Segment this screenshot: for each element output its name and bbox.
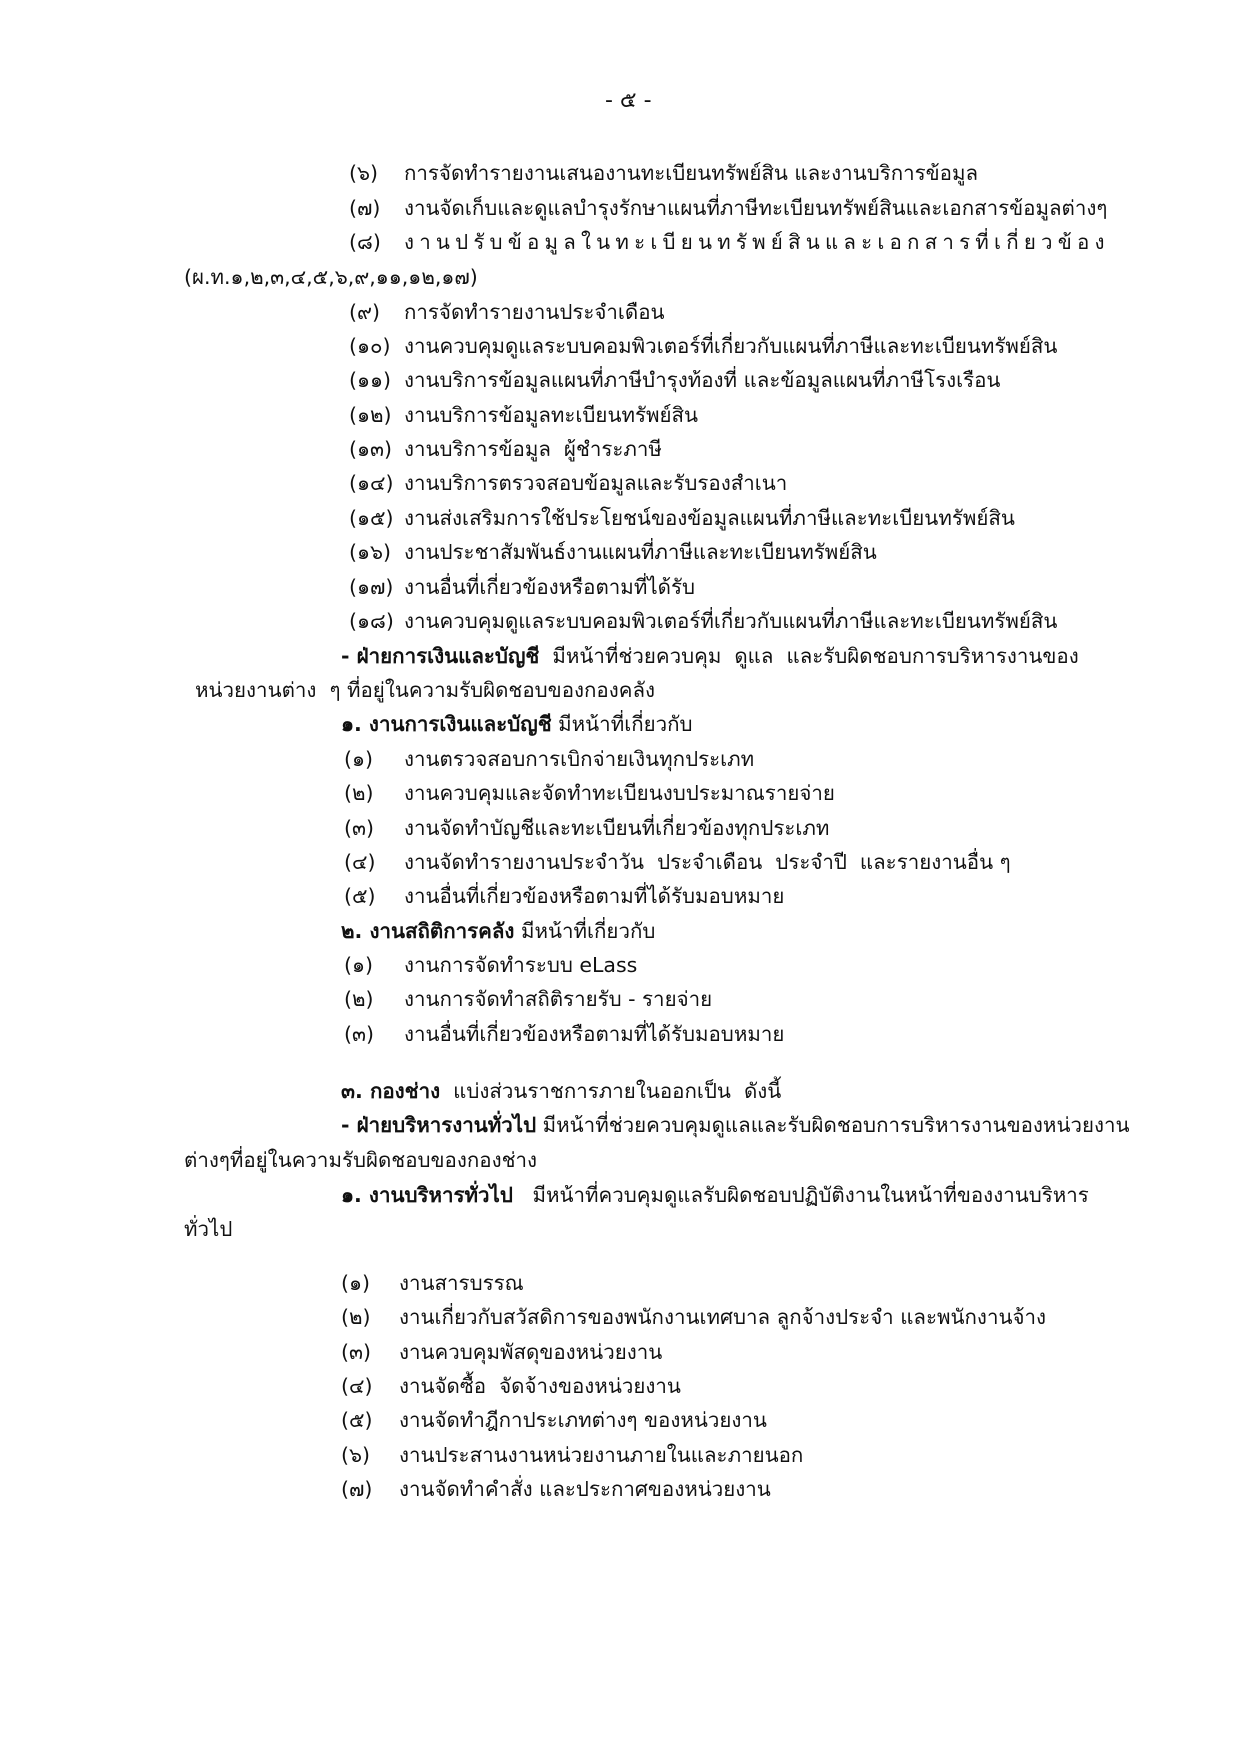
line-text: ทั่วไป — [184, 1217, 233, 1241]
text-line — [404, 984, 712, 1014]
text-line — [404, 847, 1011, 877]
line-text: หน่วยงานต่าง ๆ ที่อยู่ในความรับผิดชอบของกองคลัง — [195, 678, 656, 702]
item-number: (๑๐) — [349, 334, 391, 358]
line-text: งานจัดทำฎีกาประเภทต่างๆ ของหน่วยงาน — [399, 1408, 767, 1432]
text-line — [404, 606, 1057, 636]
text-line — [184, 1145, 537, 1175]
line-text: งานอื่นที่เกี่ยวข้องหรือตามที่ได้รับ — [404, 575, 695, 599]
item-number: (๑๓) — [349, 437, 393, 461]
line-text: งานควบคุมดูแลระบบคอมพิวเตอร์ที่เกี่ยวกับแผนที่ภาษีและทะเบียนทรัพย์สิน — [404, 609, 1058, 633]
text-line — [399, 1268, 524, 1298]
line-text: งานส่งเสริมการใช้ประโยชน์ของข้อมูลแผนที่ภาษีและทะเบียนทรัพย์สิน — [404, 506, 1015, 530]
text-line — [404, 468, 787, 498]
item-number: (๒) — [341, 1305, 371, 1329]
line-text: งานประชาสัมพันธ์งานแผนที่ภาษีและทะเบียนทรัพย์สิน — [404, 540, 877, 564]
text-line — [399, 1302, 1046, 1332]
item-number: (๕) — [344, 884, 376, 908]
section-heading-line — [341, 916, 655, 946]
text-line — [404, 434, 662, 464]
text-line — [404, 744, 754, 774]
text-line — [184, 1214, 232, 1244]
item-number: (๓) — [341, 1340, 372, 1364]
item-number: (๘) — [349, 230, 381, 254]
item-number: (๗) — [341, 1477, 373, 1501]
item-number: (๑๑) — [349, 368, 392, 392]
item-number: (๙) — [349, 300, 381, 324]
item-number: (๖) — [349, 161, 379, 185]
text-line — [399, 1371, 681, 1401]
page-number: - ๕ - — [605, 88, 652, 113]
line-text: งานบริการข้อมูลทะเบียนทรัพย์สิน — [404, 403, 699, 427]
line-text: งานบริการตรวจสอบข้อมูลและรับรองสำเนา — [404, 471, 788, 495]
bold-heading: ๑. งานการเงินและบัญชี — [341, 712, 552, 736]
line-text: งานจัดทำคำสั่ง และประกาศของหน่วยงาน — [399, 1477, 771, 1501]
section-heading-line — [341, 1076, 781, 1106]
text-line — [404, 400, 698, 430]
line-text: มีหน้าที่เกี่ยวกับ — [551, 712, 693, 736]
item-number: (๖) — [341, 1443, 371, 1467]
line-text: งานการจัดทำระบบ eLass — [404, 953, 638, 977]
item-number: (๔) — [341, 1374, 373, 1398]
line-text: งานเกี่ยวกับสวัสดิการของพนักงานเทศบาล ลูกจ้างประจำ และพนักงานจ้าง — [399, 1305, 1047, 1329]
line-text: งานอื่นที่เกี่ยวข้องหรือตามที่ได้รับมอบหมาย — [404, 884, 785, 908]
section-heading-line — [341, 709, 693, 739]
line-text: งานจัดเก็บและดูแลบำรุงรักษาแผนที่ภาษีทะเบียนทรัพย์สินและเอกสารข้อมูลต่างๆ — [404, 196, 1108, 220]
text-line — [195, 675, 655, 705]
line-text: มีหน้าที่ช่วยควบคุม ดูแล และรับผิดชอบการบริหารงานของ — [539, 644, 1079, 668]
item-number: (๑๖) — [349, 540, 392, 564]
text-line — [404, 881, 784, 911]
text-line — [404, 537, 877, 567]
text-line — [184, 262, 478, 292]
line-text: มีหน้าที่ช่วยควบคุมดูแลและรับผิดชอบการบริหารงานของหน่วยงาน — [536, 1113, 1130, 1137]
text-line — [404, 950, 637, 980]
line-text: งานจัดทำบัญชีและทะเบียนที่เกี่ยวข้องทุกประเภท — [404, 816, 830, 840]
item-number: (๑๕) — [349, 506, 394, 530]
text-line — [404, 158, 978, 188]
item-number: (๑) — [344, 953, 374, 977]
line-text: (ผ.ท.๑,๒,๓,๔,๕,๖,๙,๑๑,๑๒,๑๗) — [184, 265, 478, 289]
text-line — [404, 813, 829, 843]
line-text: งานบริการข้อมูลแผนที่ภาษีบำรุงท้องที่ และข้อมูลแผนที่ภาษีโรงเรือน — [404, 368, 1001, 392]
line-text: มีหน้าที่ควบคุมดูแลรับผิดชอบปฏิบัติงานในหน้าที่ของงานบริหาร — [512, 1183, 1089, 1207]
text-line — [404, 503, 1015, 533]
text-line — [404, 297, 665, 327]
text-line — [404, 572, 695, 602]
line-text: งานควบคุมและจัดทำทะเบียนงบประมาณรายจ่าย — [404, 781, 835, 805]
item-number: (๗) — [349, 196, 381, 220]
line-text: งานตรวจสอบการเบิกจ่ายเงินทุกประเภท — [404, 747, 755, 771]
item-number: (๑) — [344, 747, 374, 771]
text-line — [404, 193, 1107, 223]
item-number: (๑๔) — [349, 471, 394, 495]
line-text: งานอื่นที่เกี่ยวข้องหรือตามที่ได้รับมอบหมาย — [404, 1022, 785, 1046]
line-text: งานปรับข้อมูลในทะเบียนทรัพย์สินและเอกสารที่เกี่ยวข้อง — [404, 230, 1110, 254]
line-text: มีหน้าที่เกี่ยวกับ — [514, 919, 656, 943]
section-heading-line — [341, 1110, 1130, 1140]
line-text: งานประสานงานหน่วยงานภายในและภายนอก — [399, 1443, 804, 1467]
item-number: (๑๗) — [349, 575, 394, 599]
item-number: (๑) — [341, 1271, 371, 1295]
item-number: (๔) — [344, 850, 376, 874]
bold-heading: ๒. งานสถิติการคลัง — [341, 919, 515, 943]
line-text: งานสารบรรณ — [399, 1271, 524, 1295]
item-number: (๒) — [344, 781, 374, 805]
item-number: (๑๘) — [349, 609, 394, 633]
item-number: (๓) — [344, 1022, 375, 1046]
line-text: การจัดทำรายงานเสนองานทะเบียนทรัพย์สิน และงานบริการข้อมูล — [404, 161, 979, 185]
text-line — [404, 778, 835, 808]
line-text: งานควบคุมดูแลระบบคอมพิวเตอร์ที่เกี่ยวกับแผนที่ภาษีและทะเบียนทรัพย์สิน — [404, 334, 1058, 358]
line-text: งานควบคุมพัสดุของหน่วยงาน — [399, 1340, 663, 1364]
bold-heading: - ฝ่ายบริหารงานทั่วไป — [341, 1113, 537, 1137]
section-heading-line — [341, 641, 1079, 671]
text-line — [404, 365, 1000, 395]
line-text: งานจัดซื้อ จัดจ้างของหน่วยงาน — [399, 1374, 681, 1398]
section-heading-line — [341, 1180, 1089, 1210]
line-text: แบ่งส่วนราชการภายในออกเป็น ดังนี้ — [440, 1079, 782, 1103]
text-line — [399, 1440, 803, 1470]
bold-heading: ๑. งานบริหารทั่วไป — [341, 1183, 513, 1207]
text-line — [399, 1474, 771, 1504]
bold-heading: ๓. กองช่าง — [341, 1079, 441, 1103]
line-text: งานจัดทำรายงานประจำวัน ประจำเดือน ประจำปี และรายงานอื่น ๆ — [404, 850, 1011, 874]
text-line — [404, 1019, 784, 1049]
item-number: (๑๒) — [349, 403, 392, 427]
text-line — [404, 331, 1057, 361]
item-number: (๒) — [344, 987, 374, 1011]
line-text: ต่างๆที่อยู่ในความรับผิดชอบของกองช่าง — [184, 1148, 538, 1172]
line-text: งานการจัดทำสถิติรายรับ - รายจ่าย — [404, 987, 713, 1011]
item-number: (๓) — [344, 816, 375, 840]
line-text: งานบริการข้อมูล ผู้ชำระภาษี — [404, 437, 662, 461]
text-line — [399, 1337, 662, 1367]
text-line — [404, 227, 1110, 257]
line-text: การจัดทำรายงานประจำเดือน — [404, 300, 665, 324]
bold-heading: - ฝ่ายการเงินและบัญชี — [341, 644, 540, 668]
item-number: (๕) — [341, 1408, 373, 1432]
text-line — [399, 1405, 767, 1435]
